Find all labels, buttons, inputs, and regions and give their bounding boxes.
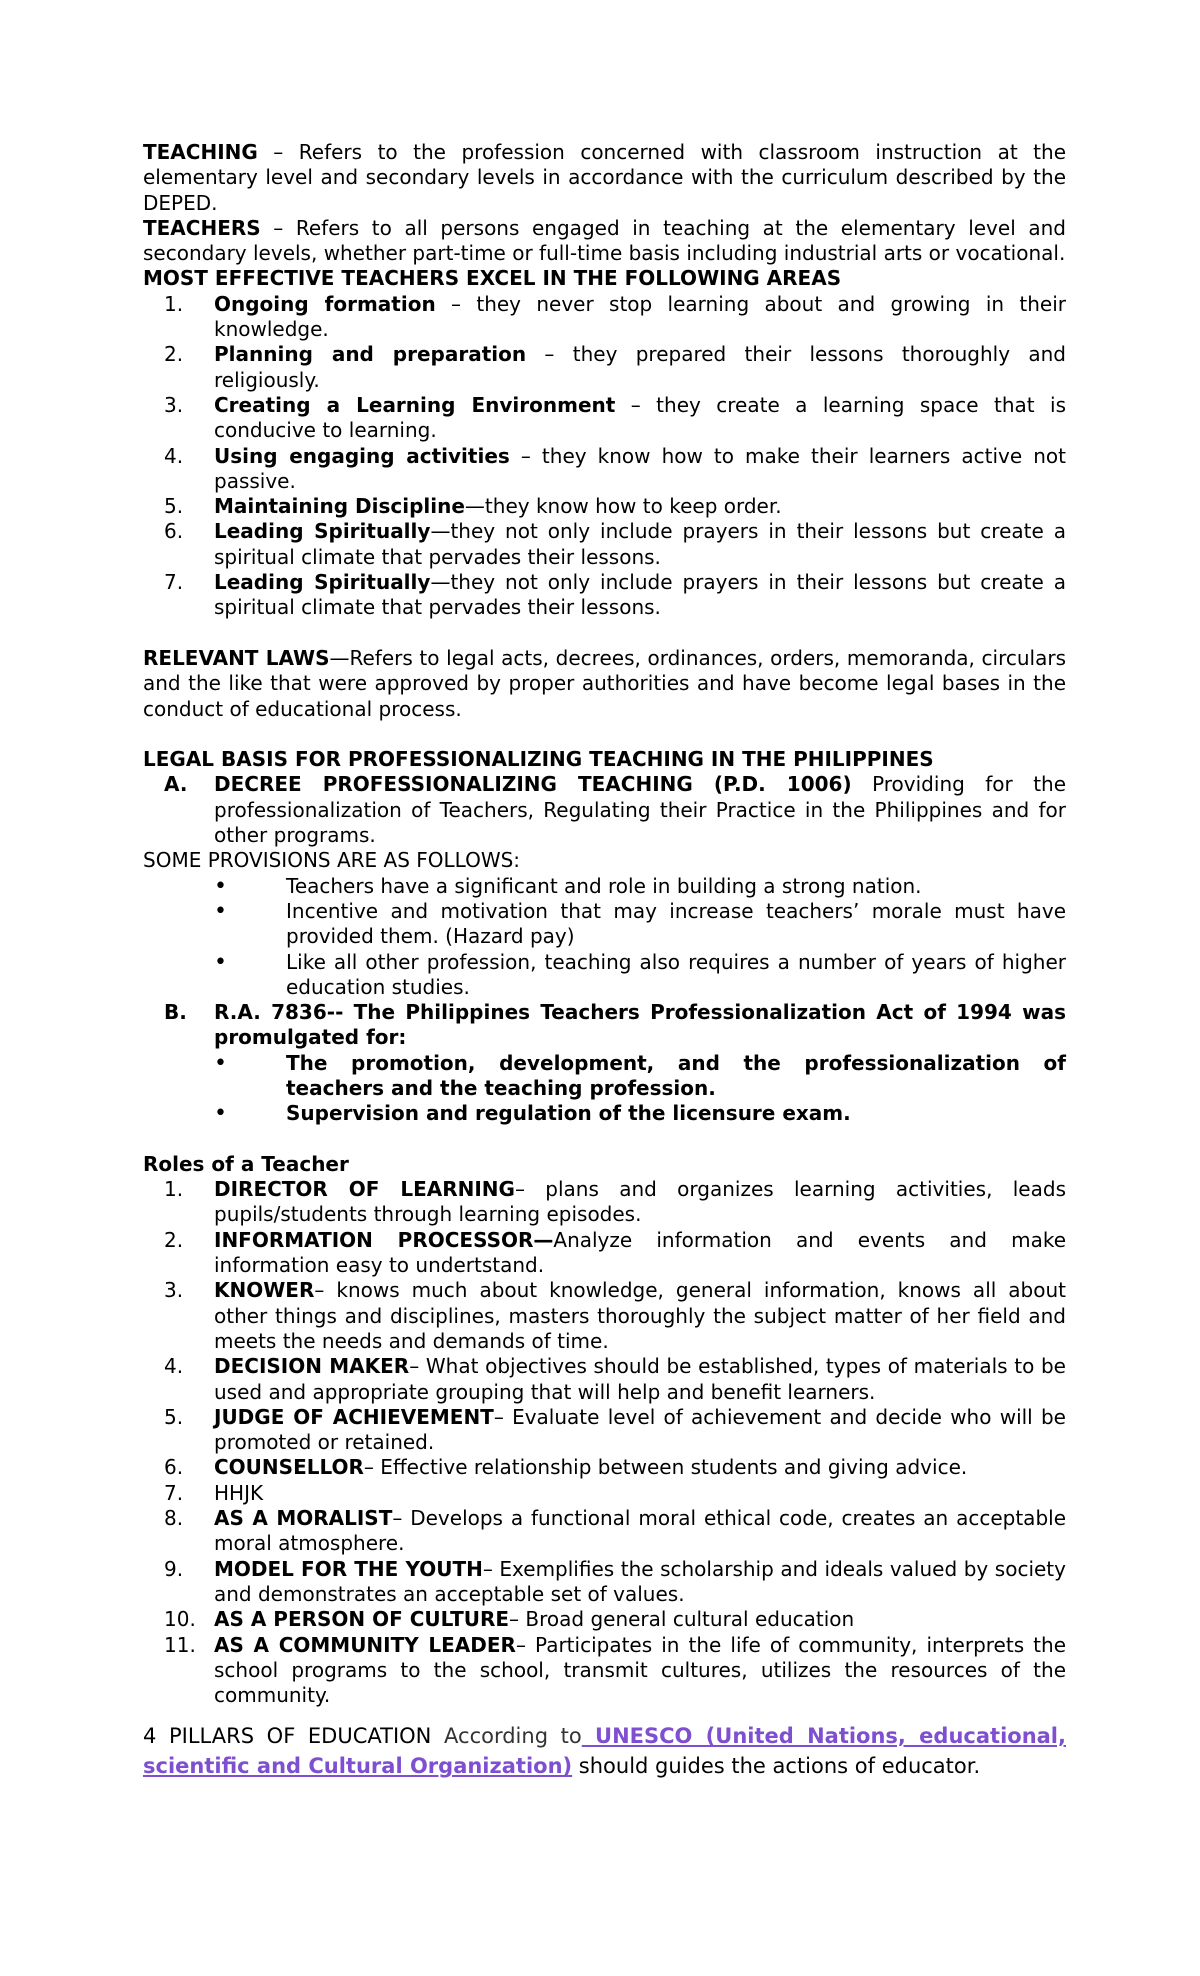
teachers-term: TEACHERS bbox=[143, 215, 261, 240]
list-item: 3. Creating a Learning Environment – they create a learning space that is conducive to learning. bbox=[164, 392, 1066, 443]
roles-heading: Roles of a Teacher bbox=[143, 1151, 349, 1176]
teaching-definition bbox=[143, 140, 1066, 216]
list-item: 8. AS A MORALIST– Develops a functional moral ethical code, creates an acceptable moral atmosphere. bbox=[164, 1506, 1066, 1556]
unesco-link[interactable]: UNESCO (United Nations, educational, scientific and Cultural Organization) bbox=[143, 1724, 1066, 1779]
legal-item-a: A. DECREE PROFESSIONALIZING TEACHING (P.D. 1006) Providing for the professionalization of Teachers, Regulating their Practice in the Philippines and for other programs. bbox=[164, 772, 1067, 848]
list-item: 1. Ongoing formation – they never stop learning about and growing in their knowledge. bbox=[164, 291, 1066, 342]
bullet-icon: • bbox=[214, 1101, 227, 1127]
list-item: 7. HHJK bbox=[164, 1480, 264, 1505]
teachers-definition bbox=[143, 216, 1066, 267]
list-item: • Like all other profession, teaching also requires a number of years of higher education studies. bbox=[214, 949, 1066, 999]
teachers-text: – Refers to all persons engaged in teaching at the elementary level and secondary levels, whether part-time or full-time basis including industrial arts or vocational. bbox=[143, 215, 1066, 266]
list-item: 2. INFORMATION PROCESSOR—Analyze information and events and make information easy to undertstand. bbox=[164, 1227, 1067, 1278]
list-item: • Supervision and regulation of the licensure exam. bbox=[214, 1101, 851, 1127]
list-item: 9. MODEL FOR THE YOUTH– Exemplifies the scholarship and ideals valued by society and demonstrates an acceptable set of values. bbox=[164, 1556, 1066, 1606]
bullet-icon: • bbox=[214, 873, 227, 899]
teaching-term: TEACHING bbox=[143, 140, 258, 164]
list-item: • Teachers have a significant and role in building a strong nation. bbox=[214, 873, 922, 899]
teaching-text: – Refers to the profession concerned with classroom instruction at the elementary level and secondary levels in accordance with the curriculum described by the DEPED. bbox=[143, 140, 1066, 215]
list-item: 3. KNOWER– knows much about knowledge, general information, knows all about other things and disciplines, masters thoroughly the subject matter of her field and meets the needs and demands of time. bbox=[164, 1278, 1066, 1353]
list-item: 6. COUNSELLOR– Effective relationship between students and giving advice. bbox=[164, 1455, 968, 1480]
effective-list bbox=[143, 292, 1066, 621]
list-item: 7. Leading Spiritually—they not only include prayers in their lessons but create a spiritual climate that pervades their lessons. bbox=[164, 570, 1066, 620]
bullet-icon: • bbox=[214, 1050, 227, 1076]
list-item: • The promotion, development, and the professionalization of teachers and the teaching profession. bbox=[214, 1050, 1066, 1100]
pillars-lead: 4 PILLARS OF EDUCATION bbox=[143, 1724, 432, 1749]
list-item: 6. Leading Spiritually—they not only include prayers in their lessons but create a spiritual climate that pervades their lessons. bbox=[164, 519, 1066, 569]
document-page bbox=[143, 140, 1066, 1781]
provisions-list bbox=[143, 874, 1066, 1000]
legal-item-b: B. R.A. 7836-- The Philippines Teachers Professionalization Act of 1994 was promulgated for: bbox=[164, 1000, 1066, 1050]
list-item: 4. DECISION MAKER– What objectives should be established, types of materials to be used and appropriate grouping that will help and benefit learners. bbox=[164, 1354, 1066, 1404]
list-item: 2. Planning and preparation – they prepared their lessons thoroughly and religiously. bbox=[164, 342, 1066, 392]
relevant-laws: RELEVANT LAWS—Refers to legal acts, decrees, ordinances, orders, memoranda, circulars and the like that were approved by proper authorities and have become legal bases in the conduct of educational process. bbox=[143, 645, 1067, 721]
list-item: 5. JUDGE OF ACHIEVEMENT– Evaluate level of achievement and decide who will be promoted or retained. bbox=[164, 1404, 1066, 1455]
roles-list bbox=[143, 1177, 1066, 1708]
pillars-tail: should guides the actions of educator. bbox=[572, 1754, 981, 1779]
list-item: • Incentive and motivation that may increase teachers’ morale must have provided them. (Hazard pay) bbox=[214, 898, 1066, 949]
pillars-paragraph bbox=[143, 1721, 1066, 1781]
legal-heading: LEGAL BASIS FOR PROFESSIONALIZING TEACHING IN THE PHILIPPINES bbox=[143, 747, 934, 772]
list-item: 4. Using engaging activities – they know how to make their learners active not passive. bbox=[164, 443, 1066, 493]
pillars-according: According to bbox=[431, 1724, 582, 1749]
list-item: 5. Maintaining Discipline—they know how to keep order. bbox=[164, 494, 782, 519]
list-item: 1. DIRECTOR OF LEARNING– plans and organizes learning activities, leads pupils/students through learning episodes. bbox=[164, 1177, 1066, 1227]
list-item: 11. AS A COMMUNITY LEADER– Participates in the life of community, interprets the school programs to the school, transmit cultures, utilizes the resources of the community. bbox=[164, 1632, 1067, 1708]
list-item: 10. AS A PERSON OF CULTURE– Broad general cultural education bbox=[164, 1607, 855, 1632]
provisions-heading: SOME PROVISIONS ARE AS FOLLOWS: bbox=[143, 848, 521, 873]
ra-list bbox=[143, 1051, 1066, 1127]
bullet-icon: • bbox=[214, 898, 227, 924]
effective-heading: MOST EFFECTIVE TEACHERS EXCEL IN THE FOLLOWING AREAS bbox=[143, 266, 842, 291]
bullet-icon: • bbox=[214, 949, 227, 975]
